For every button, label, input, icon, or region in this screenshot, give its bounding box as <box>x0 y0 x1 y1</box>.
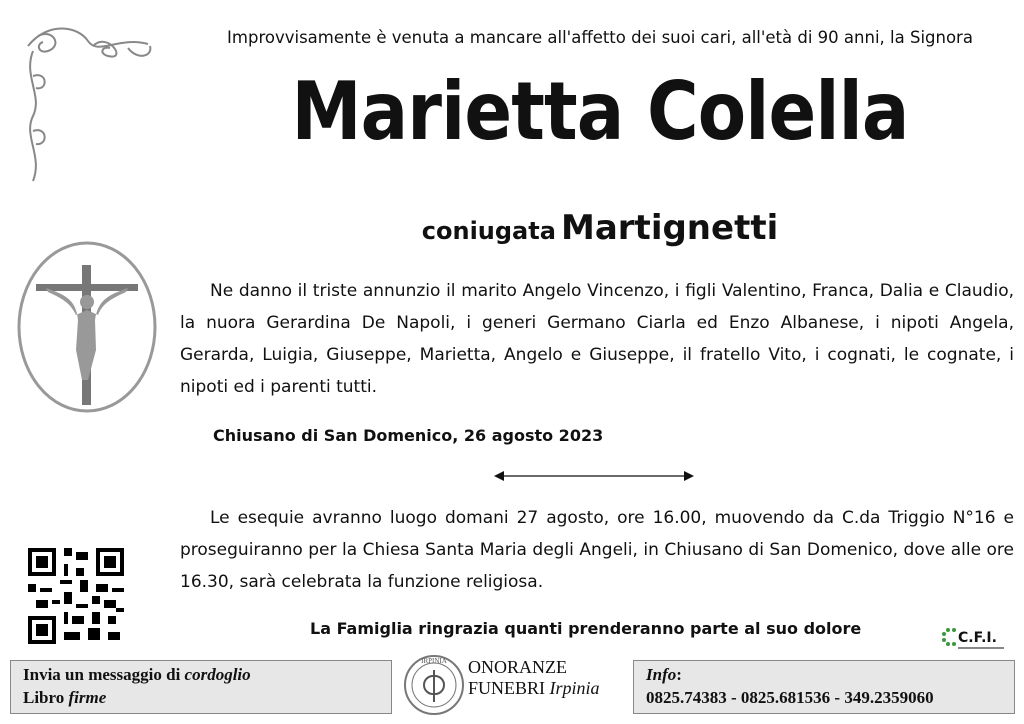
funeral-paragraph: Le esequie avranno luogo domani 27 agosto, ore 16.00, muovendo da C.da Triggio N°16 e proseguiranno per la Chiesa Santa Maria degli Angeli, in Chiusano di San Domenico, dove alle ore 16.30, sarà celebrata la funzione religiosa. <box>180 508 1014 592</box>
place-date: Chiusano di San Domenico, 26 agosto 2023 <box>213 426 604 445</box>
deceased-name: Marietta Colella <box>291 65 909 158</box>
married-name <box>300 208 900 248</box>
thanks-text: La Famiglia ringrazia quanti prenderanno parte al suo dolore <box>310 619 862 638</box>
crucifix-icon <box>16 240 158 415</box>
svg-text:IRPINIA: IRPINIA <box>421 657 447 665</box>
intro-text: Improvvisamente è venuta a mancare all'affetto dei suoi cari, all'età di 90 anni, la Signora <box>227 28 973 47</box>
condolence-message-link[interactable]: Invia un messaggio di cordoglio <box>23 665 251 684</box>
phone-numbers[interactable]: 0825.74383 - 0825.681536 - 349.2359060 <box>646 688 934 707</box>
qr-code-icon[interactable] <box>28 548 124 644</box>
married-prefix: coniugata <box>421 217 556 245</box>
guestbook-link[interactable]: Libro firme <box>23 688 107 707</box>
condolence-box[interactable] <box>10 660 392 714</box>
info-label: Info: <box>646 665 682 684</box>
announcement-paragraph: Ne danno il triste annunzio il marito Angelo Vincenzo, i figli Valentino, Franca, Dalia e Claudio, la nuora Gerardina De Napoli, i generi Germano Ciarla ed Enzo Albanese, i nipoti Angela, Gerarda, Luigia, Giuseppe, Marietta, Angelo e Giuseppe, il fratello Vito, i cognati, le cognate, i nipoti ed i parenti tutti. <box>180 281 1014 397</box>
info-box <box>633 660 1015 714</box>
corner-ornament-icon <box>18 16 158 186</box>
svg-text:C.F.I.: C.F.I. <box>958 630 997 646</box>
cfi-logo-icon <box>940 620 1006 656</box>
married-surname: Martignetti <box>561 208 779 248</box>
funeral-home-name: ONORANZE FUNEBRI Irpinia <box>468 657 600 698</box>
double-arrow-divider-icon <box>494 468 694 484</box>
